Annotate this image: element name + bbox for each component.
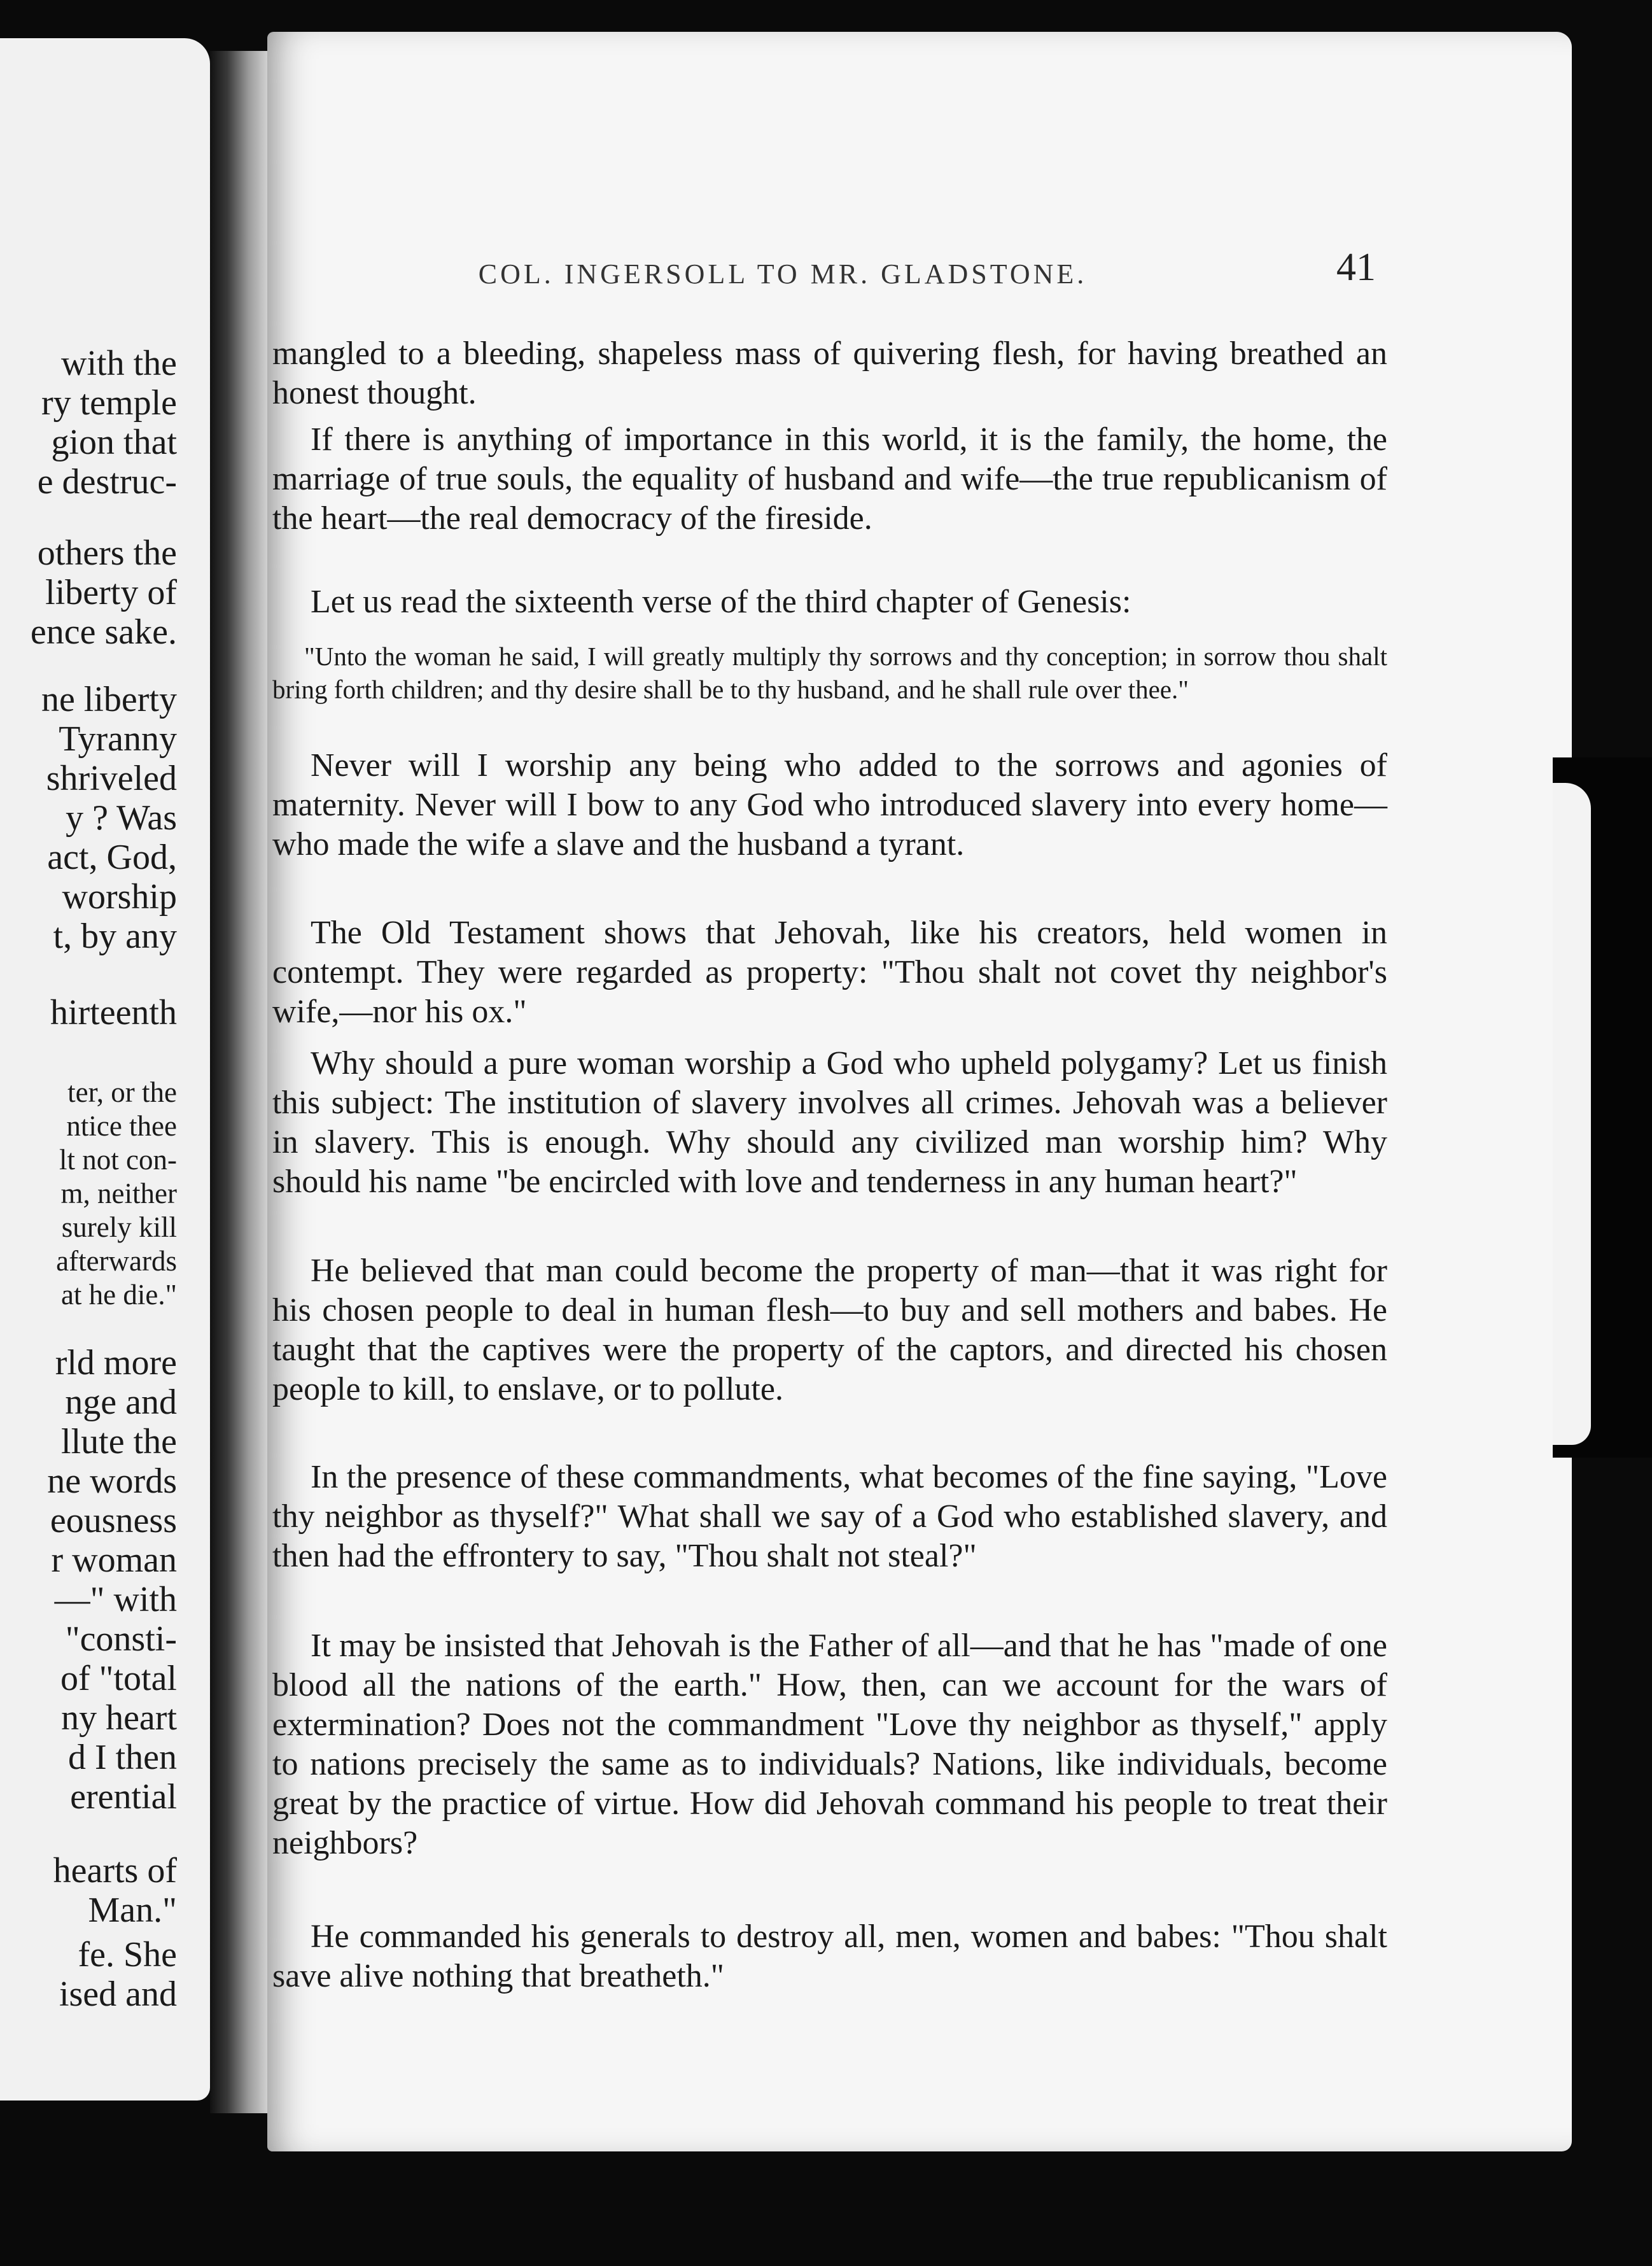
paragraph-property: He believed that man could become the property of man—that it was right for his chosen people to deal in human flesh—to buy and sell mothers and babes. He taught that the captives were the property of the captors, and directed his chosen people to kill, to enslave, or to pollute. (272, 1253, 1387, 1407)
previous-page-fragment (0, 38, 210, 2101)
previous-page-line: llute the (61, 1422, 177, 1461)
previous-page-line: erential (70, 1777, 177, 1817)
running-head: COL. INGERSOLL TO MR. GLADSTONE. (478, 258, 1088, 290)
previous-page-line: liberty of (45, 573, 177, 612)
previous-page-line: t, by any (53, 917, 177, 956)
previous-page-line: others the (37, 533, 177, 573)
page-number: 41 (1336, 246, 1376, 289)
previous-page-line: r woman (51, 1540, 177, 1580)
previous-page-line: "consti- (65, 1619, 177, 1659)
previous-page-line: y ? Was (66, 798, 177, 838)
previous-page-line: —" with (54, 1580, 177, 1619)
previous-page-line: Tyranny (59, 719, 177, 759)
previous-page-line: lt not con- (59, 1144, 177, 1176)
previous-page-line: hirteenth (50, 993, 177, 1032)
previous-page-line: ne liberty (41, 680, 177, 719)
previous-page-line: worship (62, 877, 177, 917)
previous-page-line: hearts of (53, 1851, 177, 1890)
previous-page-line: rld more (55, 1343, 177, 1383)
previous-page-line: ised and (59, 1974, 177, 2014)
previous-page-line: act, God, (47, 838, 177, 877)
previous-page-line: d I then (67, 1738, 177, 1777)
previous-page-line: m, neither (60, 1178, 177, 1209)
torn-page-edge (1553, 783, 1591, 1445)
previous-page-line: at he die." (60, 1279, 177, 1311)
paragraph-maternity: Never will I worship any being who added to the sorrows and agonies of maternity. Never will I bow to any God who introduced slavery into every home—who made the wife a slave and the husband a tyrant. (272, 747, 1387, 862)
previous-page-line: shriveled (46, 759, 177, 798)
paragraph-father-of-all: It may be insisted that Jehovah is the Father of all—and that he has "made of one blood all the nations of the earth." How, then, can we account for the wars of extermination? Does not the commandment "Love thy neighbor as thyself," apply to nations precisely the same as to individuals? Nations, like individuals, become great by the practice of virtue. How did Jehovah command his people to treat their neighbors? (272, 1628, 1387, 1861)
paragraph-old-testament: The Old Testament shows that Jehovah, like his creators, held women in contempt. They were regarded as property: "Thou shalt not covet thy neighbor's wife,—nor his ox." (272, 915, 1387, 1030)
previous-page-line: ter, or the (67, 1076, 177, 1108)
previous-page-line: ence sake. (30, 612, 177, 652)
paragraph-generals: He commanded his generals to destroy all, men, women and babes: "Thou shalt save alive nothing that breatheth." (272, 1918, 1387, 1994)
previous-page-line: nge and (65, 1383, 177, 1422)
previous-page-line: ny heart (61, 1698, 177, 1738)
block-quote-genesis: "Unto the woman he said, I will greatly multiply thy sorrows and thy conception; in sorrow thou shalt bring forth children; and thy desire shall be to thy husband, and he shall rule over thee." (272, 642, 1387, 704)
paragraph-genesis-intro: Let us read the sixteenth verse of the third chapter of Genesis: (311, 584, 1131, 620)
paragraph-continuation: mangled to a bleeding, shapeless mass of quivering flesh, for having breathed an honest thought. (272, 335, 1387, 411)
previous-page-line: e destruc- (37, 462, 177, 502)
previous-page-line: Man." (88, 1890, 177, 1930)
previous-page-line: of "total (60, 1659, 177, 1698)
previous-page-line: ntice thee (66, 1110, 177, 1142)
previous-page-line: ne words (47, 1461, 177, 1501)
previous-page-line: afterwards (56, 1245, 177, 1277)
previous-page-line: fe. She (78, 1935, 177, 1974)
paragraph-commandments: In the presence of these commandments, what becomes of the fine saying, "Love thy neighbor as thyself?" What shall we say of a God who established slavery, and then had the effrontery to say, "Thou shalt not steal?" (272, 1459, 1387, 1574)
previous-page-line: ry temple (41, 383, 177, 423)
previous-page-line: with the (61, 344, 177, 383)
paragraph-polygamy: Why should a pure woman worship a God who upheld polygamy? Let us finish this subject: The institution of slavery involves all crimes. Jehovah was a believer in slavery. This is enough. Why should any civilized man worship him? Why should his name "be encircled with love and tenderness in any human heart?" (272, 1045, 1387, 1200)
paragraph-family: If there is anything of importance in this world, it is the family, the home, the marriage of true souls, the equality of husband and wife—the true republicanism of the heart—the real democracy of the fireside. (272, 421, 1387, 537)
previous-page-line: gion that (51, 423, 177, 462)
previous-page-line: eousness (50, 1501, 177, 1540)
previous-page-line: surely kill (61, 1211, 177, 1243)
